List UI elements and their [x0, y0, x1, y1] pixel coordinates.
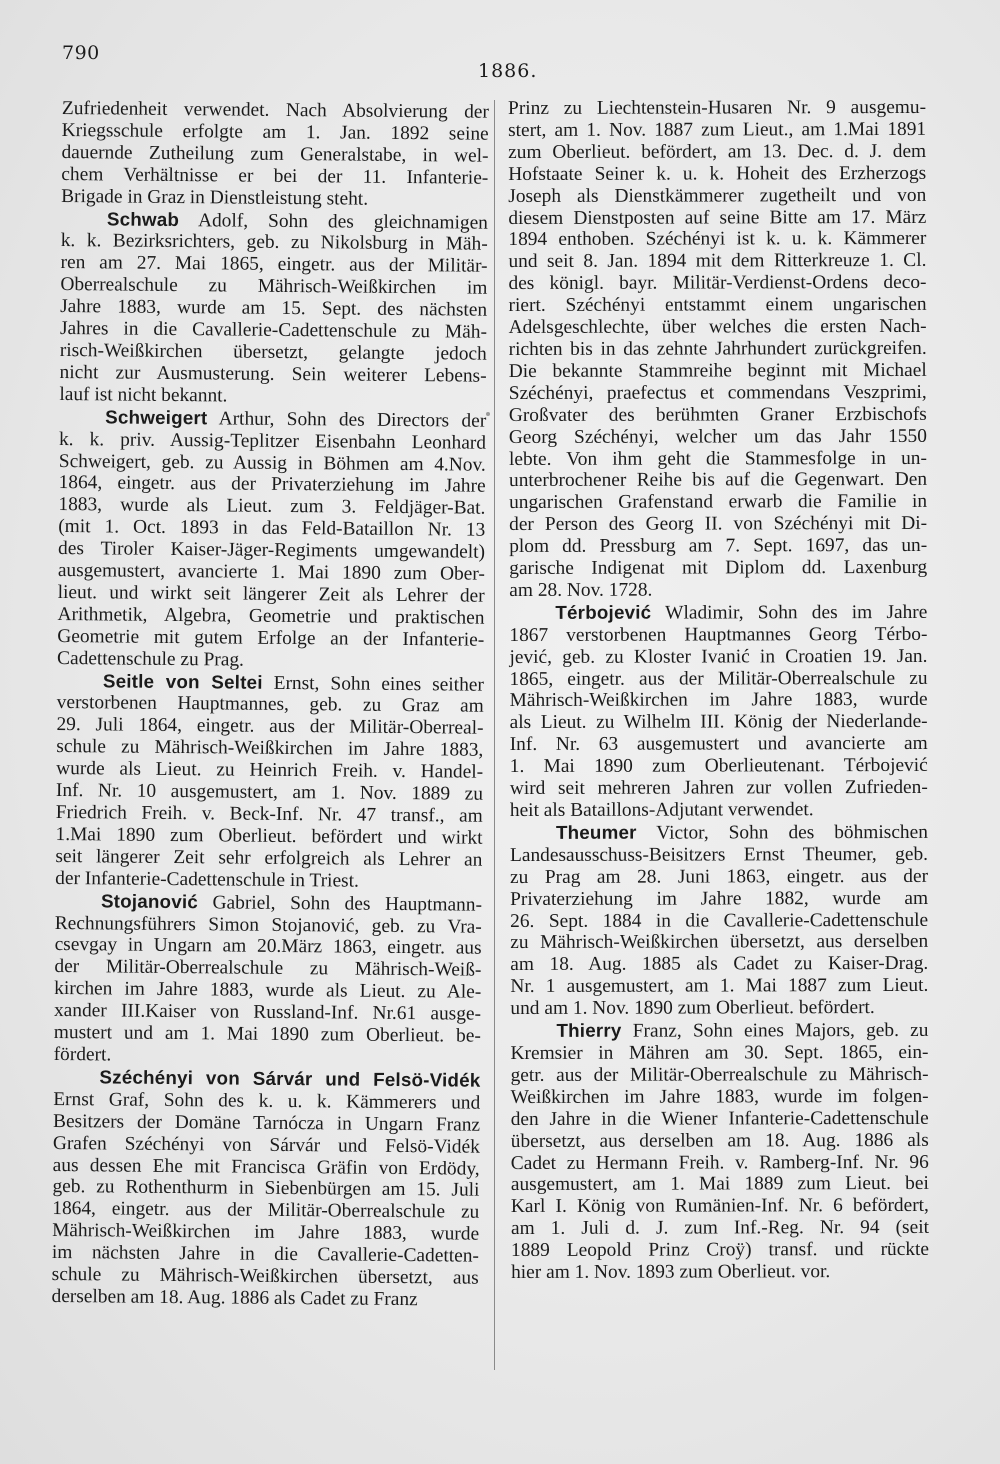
text-line: 1889 Leopold Prinz Croÿ) transf. und rückte [510, 1239, 930, 1262]
text-line: plom dd. Pressburg am 7. Sept. 1697, das un- [509, 535, 928, 558]
text-line: 1864, eingetr. aus der Militär-Oberrealschule zu [52, 1198, 480, 1223]
text-line: Die bekannte Stammreihe beginnt mit Michael [508, 359, 927, 382]
text-line: Arithmetik, Algebra, Geometrie und praktischen [57, 603, 485, 629]
text-line: Rechnungsführers Simon Stojanović, geb. zu Vra- [54, 912, 482, 938]
text-line: Zufriedenheit verwendet. Nach Absolvierung der [61, 98, 489, 123]
text-line: 26. Sept. 1884 in die Cavallerie-Cadettenschule [510, 909, 929, 932]
text-line: geb. zu Rothenthurm in Siebenbürgen am 15. Juli [52, 1176, 480, 1202]
text-line: stert, am 1. Nov. 1887 zum Lieut., am 1.Mai 1891 [508, 118, 927, 141]
text-line: zu Prag am 28. Juni 1863, eingetr. aus der [510, 865, 929, 888]
text-line: Hofstaate Seiner k. u. k. Hoheit des Erzherzogs [508, 162, 927, 185]
biography-entry [509, 601, 928, 822]
text-line: des königl. bayr. Militär-Verdienst-Ordens deco- [508, 272, 927, 295]
text-line: Adelsgeschlechte, über welches die ersten Nach- [508, 315, 927, 339]
text-line: der Militär-Oberrealschule zu Mährisch-Weiß- [54, 956, 482, 982]
text-line: Oberrealschule zu Mährisch-Weißkirchen im [60, 274, 488, 299]
text-line: Mährisch-Weißkirchen im Jahre 1883, wurde [52, 1220, 480, 1245]
text-line: riert. Széchényi entstammt einem ungarischen [508, 294, 927, 317]
text-line: 1865, eingetr. aus der Militär-Oberrealschule zu [509, 667, 928, 690]
text-line: Schweigert, geb. zu Aussig in Böhmen am 4.Nov. [58, 450, 486, 476]
text-line: (mit 1. Oct. 1893 in das Feld-Bataillon Nr. 13 [58, 516, 486, 541]
text-line: Jahre 1883, wurde am 15. Sept. des nächsten [60, 296, 488, 321]
biography-entry [55, 670, 484, 894]
entry-text: Arthur, Sohn des Directors der [218, 408, 487, 432]
text-line: Inf. Nr. 10 ausgemustert, am 1. Nov. 1889 zu [55, 780, 484, 805]
text-line: derselben am 18. Aug. 1886 als Cadet zu Franz [51, 1285, 418, 1311]
person-name: Theumer [555, 821, 637, 843]
text-line: aus dessen Ehe mit Francisca Gräfin von Erdödy, [52, 1154, 480, 1180]
biography-entry [57, 406, 486, 674]
biography-entry [59, 208, 488, 410]
person-name: Schwab [106, 207, 180, 230]
person-name: Seitle von Seltei [102, 669, 263, 693]
text-line: den Jahre in die Wiener Infanterie-Cadettenschule [510, 1107, 929, 1130]
text-line: schule zu Mährisch-Weißkirchen übersetzt, aus [51, 1263, 479, 1289]
text-line: Inf. Nr. 63 ausgemustert und avancierte am [509, 733, 928, 756]
text-line: chem Verhältnisse er bei der 11. Infanterie- [61, 163, 489, 189]
text-line: wird seit mehreren Jahren zur vollen Zufrieden- [509, 776, 928, 800]
text-line: Jahres in die Cavallerie-Cadettenschule zu Mäh- [59, 318, 488, 343]
text-line: k. k. Bezirksrichters, geb. zu Nikolsburg in Mäh- [60, 230, 488, 256]
text-line: lauf ist nicht bekannt. [59, 383, 228, 407]
text-line: übersetzt, aus derselben am 18. Aug. 1886 als [510, 1129, 929, 1152]
entry-heading-line [55, 890, 482, 917]
person-name: Térbojević [555, 601, 652, 623]
text-line: lebte. Von ihm geht die Stammesfolge in un- [508, 447, 927, 470]
text-line: jević, geb. zu Kloster Ivanić in Croatien 19. Jan. [509, 645, 928, 668]
text-line: Cadet zu Hermann Freih. v. Ramberg-Inf. Nr. 96 [510, 1151, 929, 1174]
text-line: Karl I. König von Rumänien-Inf. Nr. 6 befördert, [510, 1195, 929, 1218]
text-line: Privaterziehung im Jahre 1882, wurde am [510, 887, 929, 910]
text-line: wurde als Lieut. zu Heinrich Freih. v. Handel- [56, 758, 484, 783]
text-line: 1. Mai 1890 zum Oberlieutenant. Térbojević [509, 755, 928, 778]
text-line: k. k. priv. Aussig-Teplitzer Eisenbahn Leonhard [58, 428, 487, 454]
text-line: kirchen im Jahre 1883, wurde als Lieut. zu Ale- [54, 978, 482, 1003]
text-line: ausgemustert, am 1. Mai 1889 zum Lieut. bei [510, 1173, 929, 1196]
right-column [508, 97, 929, 1284]
entry-heading-line [510, 1019, 928, 1043]
text-line: Ernst Graf, Sohn des k. u. k. Kämmerers und [53, 1088, 481, 1114]
left-column [51, 98, 489, 1312]
text-line: und seit 8. Jan. 1894 mit dem Ritterkreuze 1. Cl. [508, 250, 927, 273]
text-line: seit längerer Zeit sehr erfolgreich als Lehrer an [55, 845, 483, 871]
entry-text: Adolf, Sohn des gleichnamigen [197, 209, 489, 234]
text-line: ausgemustert, avancierte 1. Mai 1890 zum Ober- [57, 560, 485, 585]
text-line: 1.Mai 1890 zum Oberlieut. befördert und wirkt [55, 823, 483, 849]
text-line: als Lieut. zu Wilhelm III. König der Niederlande- [509, 711, 928, 734]
text-line: unterbrochener Reihe bis auf die Gegenwart. Den [508, 469, 928, 492]
text-line: nicht zur Ausmusterung. Sein weiterer Lebens- [59, 361, 487, 387]
text-line: richten bis in das zehnte Jahrhundert zurückgreifen. [508, 337, 927, 360]
running-head-year: 1886. [478, 60, 538, 82]
text-line: Landesausschuss-Beisitzers Ernst Theumer, geb. [509, 843, 929, 866]
biography-entry-continued [508, 97, 927, 602]
text-line: Grafen Széchényi von Sárvár und Felsö-Vidék [52, 1132, 480, 1158]
text-line: Brigade in Graz in Dienstleistung steht. [61, 185, 369, 210]
biography-entry [54, 890, 483, 1070]
biography-entry [510, 821, 929, 1020]
column-divider [494, 100, 495, 1370]
person-name: Stojanović [100, 889, 199, 912]
text-line: schule zu Mährisch-Weißkirchen im Jahre 1883, [56, 736, 484, 761]
entry-text: Ernst, Sohn eines seither [273, 672, 484, 696]
entry-heading-line [59, 406, 486, 433]
text-line: Prinz zu Liechtenstein-Husaren Nr. 9 ausgemu- [508, 96, 927, 119]
text-line: Großvater des berühmten Graner Erzbischofs [508, 403, 927, 426]
text-line: Nr. 1 ausgemustert, am 1. Mai 1887 zum Lieut. [510, 975, 929, 998]
entry-text: Wladimir, Sohn des im Jahre [665, 601, 928, 624]
text-line: Joseph als Dienstkämmerer zugetheilt und von [508, 184, 927, 207]
text-line: lieut. und wirkt seit längerer Zeit als Lehrer der [57, 581, 485, 607]
text-line: Geometrie mit gutem Erfolge an der Infanterie- [57, 625, 485, 651]
text-line: garische Indigenat mit Diplom dd. Laxenburg [509, 556, 928, 580]
text-line: risch-Weißkirchen übersetzt, gelangte jedoch [59, 339, 487, 365]
entry-heading-line [510, 821, 928, 845]
text-line: ren am 27. Mai 1865, eingetr. aus der Militär- [60, 252, 488, 278]
text-line: zum Oberlieut. befördert, am 13. Dec. d. J. dem [508, 140, 927, 163]
person-name: Thierry [556, 1019, 622, 1041]
text-line: 1883, wurde als Lieut. zum 3. Feldjäger-Bat. [58, 494, 486, 520]
text-line: und am 1. Nov. 1890 zum Oberlieut. befördert. [510, 997, 875, 1020]
text-line: Besitzers der Domäne Tarnócza in Ungarn Franz [52, 1110, 481, 1136]
text-line: Weißkirchen im Jahre 1883, wurde im folgen- [510, 1085, 929, 1108]
text-line: Kriegsschule erfolgte am 1. Jan. 1892 seine [61, 119, 489, 145]
text-line: dauernde Zutheilung zum Generalstabe, in wel- [61, 141, 489, 167]
biography-entry [51, 1066, 480, 1312]
ink-speck [486, 412, 490, 416]
biography-entry-continued [61, 98, 489, 211]
text-line: des Tiroler Kaiser-Jäger-Regiments umgewandelt) [57, 538, 486, 563]
entry-text: Victor, Sohn des böhmischen [656, 821, 928, 844]
page-number: 790 [62, 42, 100, 64]
text-line: getr. aus der Militär-Oberrealschule zu Mährisch- [510, 1063, 929, 1086]
entry-text: Gabriel, Sohn des Hauptmann- [212, 891, 483, 916]
text-line: zu Mährisch-Weißkirchen übersetzt, aus derselben [510, 931, 929, 954]
text-line: Cadettenschule zu Prag. [57, 647, 245, 671]
text-line: Kremsier in Mähren am 30. Sept. 1865, ein- [510, 1041, 929, 1064]
text-line: der Infanterie-Cadettenschule in Triest. [55, 867, 359, 892]
text-line: verstorbenen Hauptmannes, geb. zu Graz am [56, 692, 484, 718]
text-line: am 18. Aug. 1885 als Cadet zu Kaiser-Drag. [510, 953, 929, 976]
entry-text: Franz, Sohn eines Majors, geb. zu [632, 1019, 929, 1042]
text-line: hier am 1. Nov. 1893 zum Oberlieut. vor. [511, 1261, 831, 1284]
text-line: 29. Juli 1864, eingetr. aus der Militär-Oberreal- [56, 714, 484, 740]
biography-entry [510, 1019, 929, 1284]
text-line: Georg Széchényi, welcher um das Jahr 1550 [508, 425, 927, 448]
person-name: Széchényi von Sárvár und Felsö-Vidék [99, 1066, 481, 1091]
entry-heading-line [509, 601, 927, 625]
text-line: 1867 verstorbenen Hauptmannes Georg Térbo- [509, 623, 928, 646]
text-line: 1894 enthoben. Széchényi ist k. u. k. Kämmerer [508, 228, 927, 251]
person-name: Schweigert [105, 406, 208, 428]
text-line: mustert und am 1. Mai 1890 zum Oberlieut. be- [53, 1022, 481, 1047]
text-line: heit als Bataillons-Adjutant verwendet. [509, 799, 814, 821]
text-line: xander III.Kaiser von Russland-Inf. Nr.61 ausge- [53, 1000, 482, 1025]
text-line: 1864, eingetr. aus der Privaterziehung im Jahre [58, 472, 486, 498]
text-line: Mährisch-Weißkirchen im Jahre 1883, wurde [509, 689, 928, 712]
text-line: Friedrich Freih. v. Beck-Inf. Nr. 47 transf., am [55, 801, 483, 827]
text-line: der Person des Georg II. von Széchényi mit Di- [509, 513, 928, 536]
text-line: am 1. Juli d. J. zum Inf.-Reg. Nr. 94 (seit [510, 1217, 929, 1240]
text-line: Széchényi, praefectus et commendans Veszprimi, [508, 381, 927, 404]
text-line: csevgay in Ungarn am 20.März 1863, eingetr. aus [54, 934, 482, 960]
text-line: fördert. [53, 1043, 112, 1066]
text-line: im nächsten Jahre in die Cavallerie-Cadetten- [51, 1242, 479, 1267]
text-line: ungarischen Grafenstand erwarb die Familie in [509, 491, 928, 514]
entry-heading-line [53, 1066, 480, 1093]
text-line: diesem Dienstposten auf seine Bitte am 17. März [508, 206, 927, 229]
text-line: am 28. Nov. 1728. [509, 579, 653, 601]
